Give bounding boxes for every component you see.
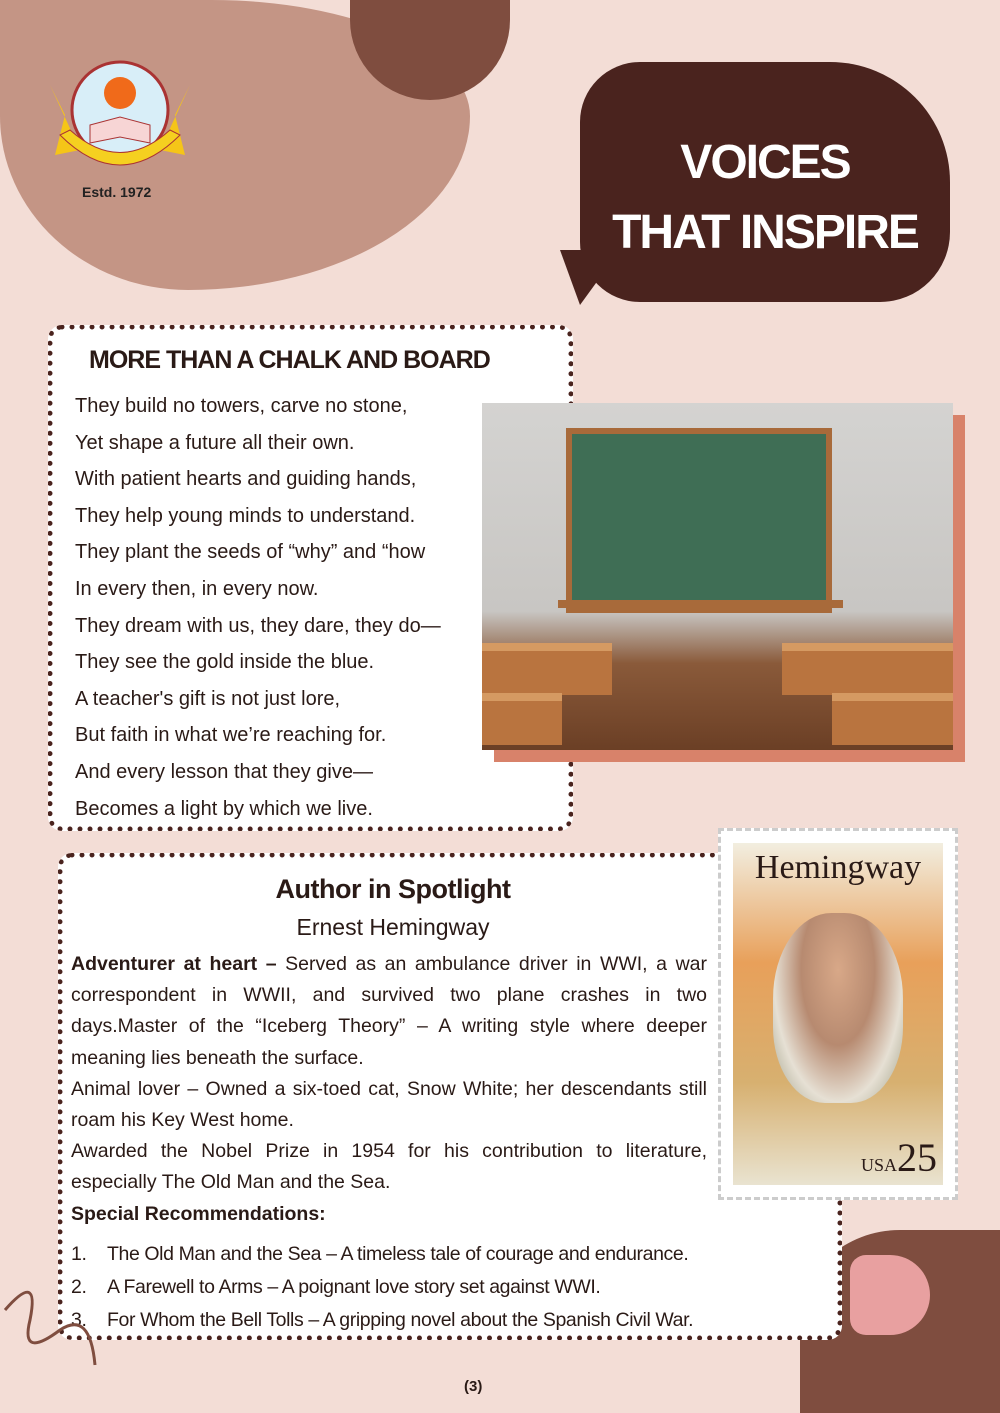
recommendation-item bbox=[71, 1271, 831, 1304]
poem-line: Yet shape a future all their own. bbox=[75, 431, 355, 454]
poem-title: MORE THAN A CHALK AND BOARD bbox=[89, 346, 490, 374]
recommendations-title: Special Recommendations: bbox=[71, 1202, 326, 1225]
squiggle-decor bbox=[0, 1270, 110, 1370]
author-name: Ernest Hemingway bbox=[296, 914, 490, 940]
author-section-title: Author in Spotlight bbox=[275, 874, 511, 904]
poem-line: They dream with us, they dare, they do— bbox=[75, 614, 441, 637]
bio-lead: Adventurer at heart – bbox=[71, 953, 277, 975]
page-number: (3) bbox=[464, 1378, 483, 1395]
poem-line: But faith in what we’re reaching for. bbox=[75, 724, 387, 747]
recommendation-item bbox=[71, 1304, 831, 1337]
item-number: 1. bbox=[71, 1243, 87, 1265]
stamp-name: Hemingway bbox=[754, 849, 922, 886]
megaphone-icon bbox=[850, 1255, 930, 1335]
title-line-1: VOICES bbox=[680, 136, 850, 189]
recommendation-item bbox=[71, 1238, 831, 1271]
poem-line: Becomes a light by which we live. bbox=[75, 797, 373, 820]
bio-paragraph: Served as an ambulance driver in WWI, a war correspondent in WWII, and survived two plane crashes in two days.Master of the “Iceberg Theory” – A writing style where deeper meaning lies beneath the surface. bbox=[71, 953, 707, 1069]
poem-line: They build no towers, carve no stone, bbox=[75, 395, 408, 417]
recommendations-list bbox=[71, 1238, 831, 1337]
poem-line: They plant the seeds of “why” and “how bbox=[75, 541, 426, 564]
title-line-2: THAT INSPIRE bbox=[612, 206, 918, 259]
hemingway-stamp bbox=[718, 828, 958, 1200]
desk bbox=[482, 693, 562, 745]
established-year: Estd. 1972 bbox=[82, 184, 152, 200]
classroom-photo bbox=[482, 403, 953, 750]
stamp-country: USA bbox=[860, 1155, 897, 1175]
item-text: A Farewell to Arms – A poignant love story set against WWI. bbox=[107, 1276, 601, 1298]
poem-line: With patient hearts and guiding hands, bbox=[75, 468, 417, 491]
desk bbox=[782, 643, 953, 695]
poem-line: They help young minds to understand. bbox=[75, 504, 416, 527]
stamp-value bbox=[861, 1134, 937, 1181]
stamp-denomination: 25 bbox=[897, 1135, 937, 1180]
author-bio bbox=[71, 949, 707, 1230]
poem-lines bbox=[75, 388, 441, 827]
desk bbox=[832, 693, 953, 745]
item-text: The Old Man and the Sea – A timeless tale of courage and endurance. bbox=[107, 1243, 689, 1265]
page-title bbox=[585, 128, 945, 268]
desk bbox=[482, 643, 612, 695]
chalkboard bbox=[566, 428, 832, 613]
poem-line: In every then, in every now. bbox=[75, 577, 319, 600]
poem-line: And every lesson that they give— bbox=[75, 760, 373, 783]
school-logo bbox=[40, 55, 200, 180]
portrait bbox=[773, 913, 903, 1103]
item-number: 3. bbox=[71, 1309, 87, 1331]
chalk-ledge bbox=[558, 600, 843, 608]
item-text: For Whom the Bell Tolls – A gripping novel about the Spanish Civil War. bbox=[107, 1309, 694, 1331]
poem-line: They see the gold inside the blue. bbox=[75, 651, 375, 674]
poem-line: A teacher's gift is not just lore, bbox=[75, 687, 341, 710]
bio-paragraph: Animal lover – Owned a six-toed cat, Snow White; her descendants still roam his Key West home. bbox=[71, 1077, 707, 1132]
item-number: 2. bbox=[71, 1276, 87, 1298]
bio-paragraph: Awarded the Nobel Prize in 1954 for his contribution to literature, especially The Old Man and the Sea. bbox=[71, 1140, 707, 1194]
